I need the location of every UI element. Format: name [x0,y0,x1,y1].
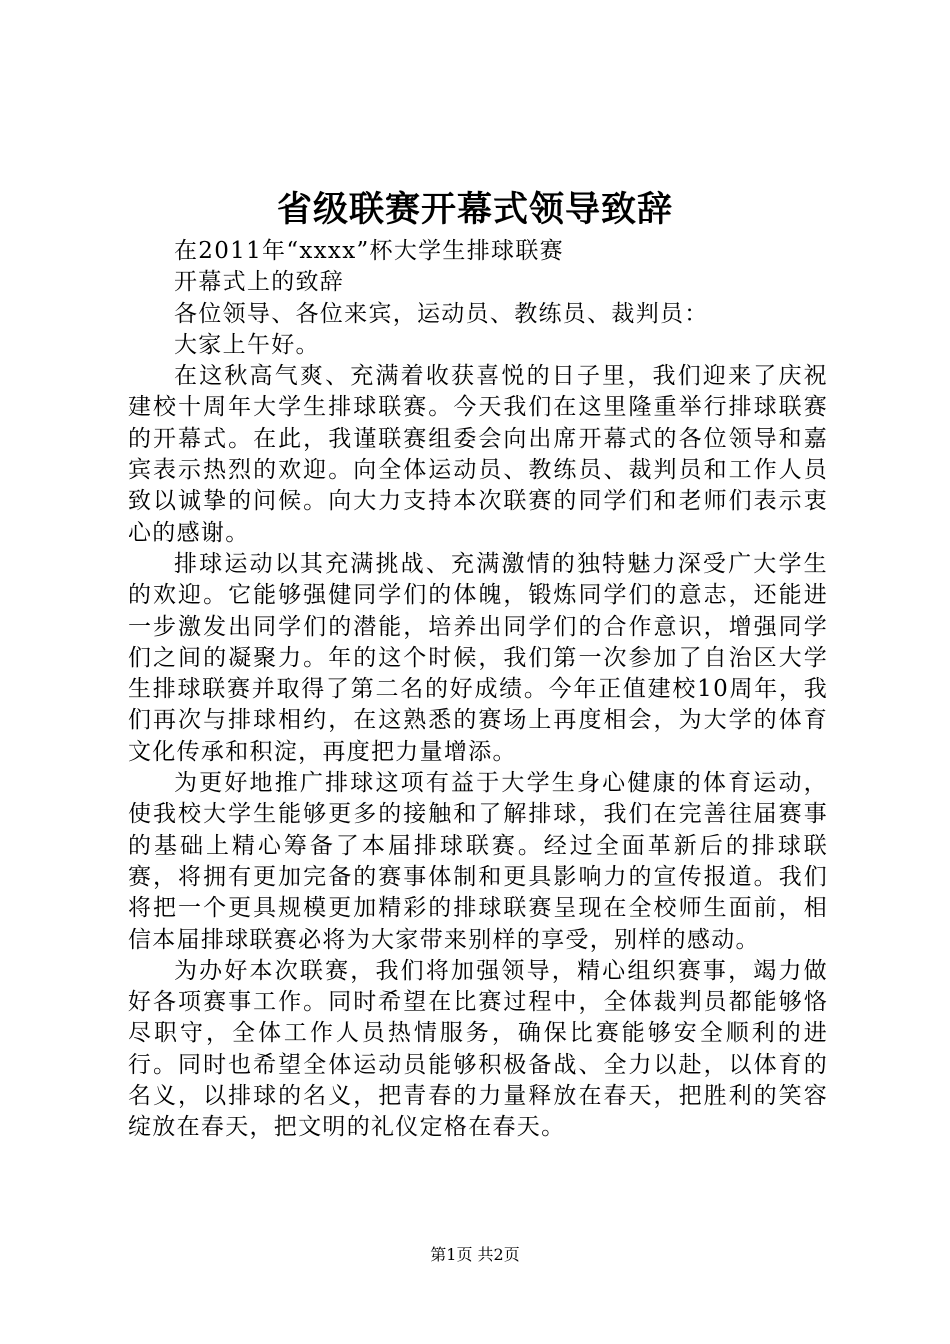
body-paragraph: 为更好地推广排球这项有益于大学生身心健康的体育运动，使我校大学生能够更多的接触和了解排球，我们在完善往届赛事的基础上精心筹备了本届排球联赛。经过全面革新后的排球联赛，将拥有更加完备的赛事体制和更具影响力的宣传报道。我们将把一个更具规模更加精彩的排球联赛呈现在全校师生面前，相信本届排球联赛必将为大家带来别样的享受，别样的感动。 [128,770,828,953]
document-title: 省级联赛开幕式领导致辞 [276,189,673,230]
salutation: 各位领导、各位来宾，运动员、教练员、裁判员： [174,300,709,327]
subtitle-line-1: 在2011年“xxxx”杯大学生排球联赛 [174,238,564,264]
body-paragraph: 排球运动以其充满挑战、充满激情的独特魅力深受广大学生的欢迎。它能够强健同学们的体魄，锻炼同学们的意志，还能进一步激发出同学们的潜能，培养出同学们的合作意识，增强同学们之间的凝聚力。年的这个时候，我们第一次参加了自治区大学生排球联赛并取得了第二名的好成绩。今年正值建校10周年，我们再次与排球相约，在这熟悉的赛场上再度相会，为大学的体育文化传承和积淀，再度把力量增添。 [128,550,828,765]
body-paragraph: 在这秋高气爽、充满着收获喜悦的日子里，我们迎来了庆祝建校十周年大学生排球联赛。今天我们在这里隆重举行排球联赛的开幕式。在此，我谨联赛组委会向出席开幕式的各位领导和嘉宾表示热烈的欢迎。向全体运动员、教练员、裁判员和工作人员致以诚挚的问候。向大力支持本次联赛的同学们和老师们表示衷心的感谢。 [128,363,828,546]
body-paragraph: 为办好本次联赛，我们将加强领导，精心组织赛事，竭力做好各项赛事工作。同时希望在比赛过程中，全体裁判员都能够恪尽职守，全体工作人员热情服务，确保比赛能够安全顺利的进行。同时也希望全体运动员能够积极备战、全力以赴，以体育的名义，以排球的名义，把青春的力量释放在春天，把胜利的笑容绽放在春天，把文明的礼仪定格在春天。 [128,957,828,1141]
document-body [128,236,828,1144]
page-footer: 第1页 共2页 [430,1245,520,1264]
greeting: 大家上午好。 [174,331,320,358]
subtitle-line-2: 开幕式上的致辞 [174,269,345,296]
